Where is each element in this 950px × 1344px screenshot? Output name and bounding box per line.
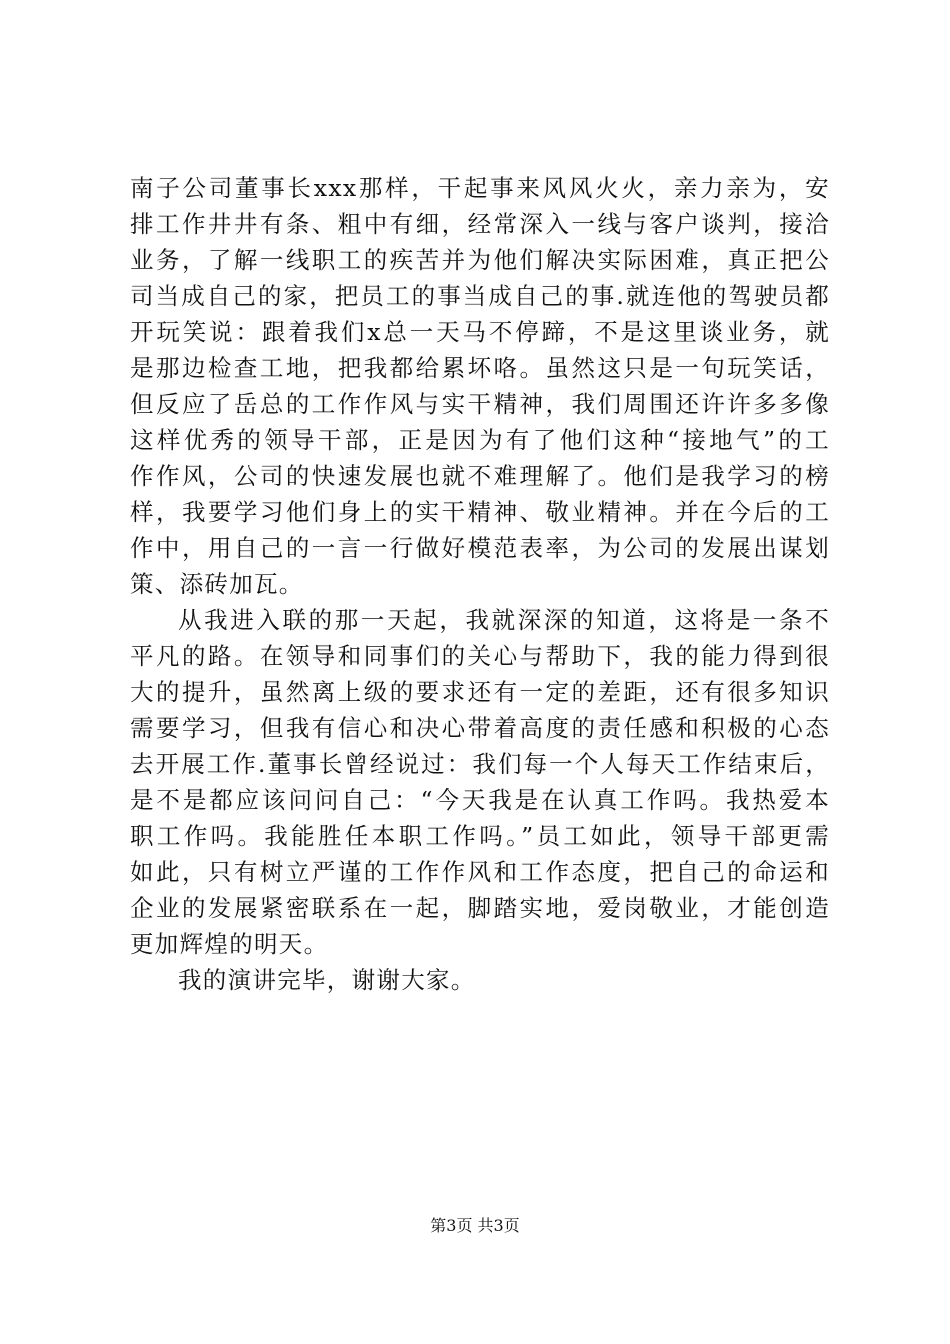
text-line: 更加辉煌的明天。 [130,930,329,958]
text-line: 去开展工作.董事长曾经说过：我们每一个人每天工作结束后， [130,750,830,778]
text-line: 司当成自己的家，把员工的事当成自己的事.就连他的驾驶员都 [130,282,830,310]
text-line: 业务，了解一线职工的疾苦并为他们解决实际困难，真正把公 [130,246,830,274]
text-line: 企业的发展紧密联系在一起，脚踏实地，爱岗敬业，才能创造 [130,894,830,922]
text-line: 需要学习，但我有信心和决心带着高度的责任感和积极的心态 [130,714,830,742]
text-line: 大的提升，虽然离上级的要求还有一定的差距，还有很多知识 [130,678,830,706]
paragraph-first-line: 我的演讲完毕，谢谢大家。 [178,966,476,994]
text-line: 作中，用自己的一言一行做好模范表率，为公司的发展出谋划 [130,534,830,562]
text-line: 如此，只有树立严谨的工作作风和工作态度，把自己的命运和 [130,858,830,886]
text-line: 策、添砖加瓦。 [130,570,304,598]
text-line: 开玩笑说：跟着我们x总一天马不停蹄，不是这里谈业务，就 [130,318,830,346]
paragraph-first-line: 从我进入联的那一天起，我就深深的知道，这将是一条不 [178,606,830,634]
text-line: 排工作井井有条、粗中有细，经常深入一线与客户谈判，接洽 [130,210,830,238]
text-line: 样，我要学习他们身上的实干精神、敬业精神。并在今后的工 [130,498,830,526]
text-line: 南子公司董事长xxx那样，干起事来风风火火，亲力亲为，安 [130,174,830,202]
text-line: 是那边检查工地，把我都给累坏咯。虽然这只是一句玩笑话， [130,354,830,382]
text-line: 这样优秀的领导干部，正是因为有了他们这种“接地气”的工 [130,426,830,454]
text-line: 职工作吗。我能胜任本职工作吗。”员工如此，领导干部更需 [130,822,830,850]
page-number-footer: 第3页 共3页 [430,1216,520,1235]
text-line: 平凡的路。在领导和同事们的关心与帮助下，我的能力得到很 [130,642,830,670]
text-line: 但反应了岳总的工作作风与实干精神，我们周围还许许多多像 [130,390,830,418]
text-line: 是不是都应该问问自己：“今天我是在认真工作吗。我热爱本 [130,786,830,814]
text-line: 作作风，公司的快速发展也就不难理解了。他们是我学习的榜 [130,462,830,490]
